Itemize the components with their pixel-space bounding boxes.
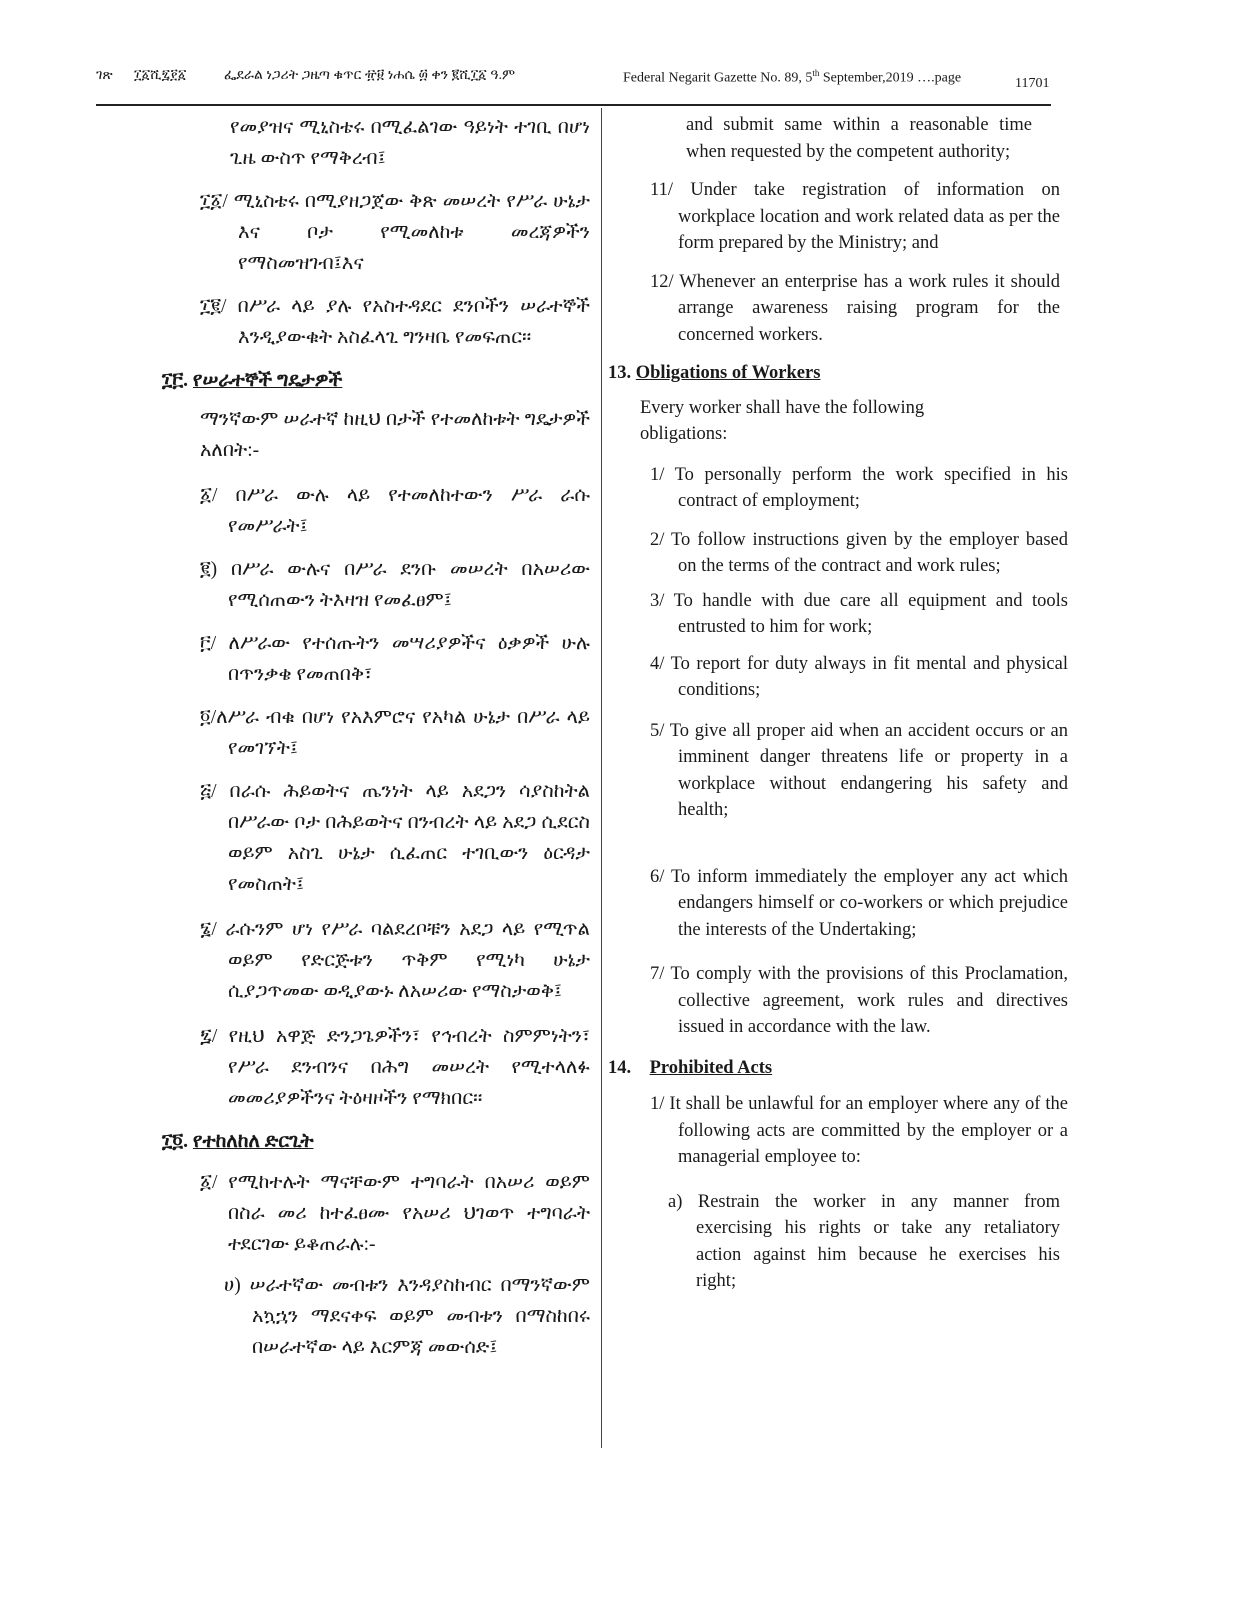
am-section-14-number: ፲፬. bbox=[162, 1131, 189, 1152]
am-prohibited-1a: ሀ) ሠራተኛው መብቱን እንዳያስከብር በማንኛውም አኳኋን ማደናቀፍ ወይም መብቱን በማስከበሩ በሠራተኛው ላይ እርምጃ መውሰድ፤ bbox=[224, 1275, 590, 1358]
en-obligation-6: 6/ To inform immediately the employer any act which endangers himself or co-workers or which prejudice the interests of the Undertaking; bbox=[650, 866, 1068, 940]
en-obligation-5: 5/ To give all proper aid when an accident occurs or an imminent danger threatens life or property in a workplace without endangering his safety and health; bbox=[650, 720, 1068, 820]
header-en-sup: th bbox=[812, 68, 820, 78]
am-section-13-number: ፲፫. bbox=[162, 370, 189, 391]
am-obligation-7: ፯/ የዚህ አዋጅ ድንጋጌዎችን፣ የኅብረት ስምምነትን፣ የሥራ ደንብንና በሕግ መሠረት የሚተላለፉ መመሪያዎችንና ትዕዛዞችን የማክበር፡፡ bbox=[200, 1026, 590, 1109]
header-en-page-number: 11701 bbox=[1015, 76, 1050, 91]
en-item-11: 11/ Under take registration of information on workplace location and work related data as per the form prepared by the Ministry; and bbox=[650, 180, 1060, 253]
en-continuation: and submit same within a reasonable time when requested by the competent authority; bbox=[686, 115, 1032, 162]
header-en-title: Federal Negarit Gazette No. 89, 5 bbox=[623, 70, 813, 86]
en-obligation-4: 4/ To report for duty always in fit mental and physical conditions; bbox=[650, 653, 1068, 700]
en-section-13-title: Obligations of Workers bbox=[635, 363, 821, 383]
en-prohibited-1: 1/ It shall be unlawful for an employer where any of the following acts are committed by the employer or a managerial employee to: bbox=[650, 1094, 1068, 1167]
am-obligation-6: ፮/ ራሱንም ሆነ የሥራ ባልደረቦቹን አደጋ ላይ የሚጥል ወይም የድርጅቱን ጥቅም የሚነካ ሁኔታ ሲያጋጥመው ወዲያውኑ ለአሠሪው የማስታወቅ፤ bbox=[200, 919, 590, 1002]
am-continuation: የመያዝና ሚኒስቴሩ በሚፈልገው ዓይነት ተገቢ በሆነ ጊዜ ውስጥ የማቅረብ፤ bbox=[230, 117, 590, 169]
en-obligation-2: 2/ To follow instructions given by the employer based on the terms of the contract and work rules; bbox=[650, 529, 1068, 576]
am-obligation-2: ፪) በሥራ ውሉና በሥራ ደንቡ መሠረት በአሠሪው የሚሰጠውን ትእዛዝ የመፈፀም፤ bbox=[200, 559, 590, 611]
am-section-13-title: የሠራተኞች ግዴታዎች bbox=[192, 370, 343, 391]
en-obligation-3: 3/ To handle with due care all equipment and tools entrusted to him for work; bbox=[650, 590, 1068, 637]
header-am-page-label: ገጽ bbox=[96, 68, 113, 83]
header-am-gazette-title: ፌደራል ነጋሪት ጋዜጣ ቁጥር ፹፱ ነሐሴ ፴ ቀን ፪ሺ፲፩ ዓ.ም bbox=[224, 68, 516, 83]
header-am-page-number: ፲፩ሺ፯፻፩ bbox=[134, 68, 187, 83]
am-obligation-4: ፬/ለሥራ ብቁ በሆነ የአእምሮና የአካል ሁኔታ በሥራ ላይ የመገኘት፤ bbox=[200, 707, 590, 759]
header-rule bbox=[96, 104, 1051, 106]
english-column bbox=[608, 112, 1068, 1295]
en-prohibited-1a: a) Restrain the worker in any manner from exercising his rights or take any retaliatory action against him because he exercises his right; bbox=[668, 1191, 1060, 1291]
am-obligation-1: ፩/ በሥራ ውሉ ላይ የተመለከተውን ሥራ ራሱ የመሥራት፤ bbox=[200, 485, 590, 537]
page-header bbox=[96, 68, 1056, 90]
am-obligation-5: ፭/ በራሱ ሕይወትና ጤንነት ላይ አደጋን ሳያስከትል በሥራው ቦታ በሕይወትና በንብረት ላይ አደጋ ሲደርስ ወይም አስጊ ሁኔታ ሲፈጠር ተገቢውን ዕርዳታ የመስጠት፤ bbox=[200, 781, 590, 895]
am-item-12: ፲፪/ በሥራ ላይ ያሉ የአስተዳደር ደንቦችን ሠራተኞች እንዲያውቁት አስፈላጊ ግንዛቤ የመፍጠር፡፡ bbox=[200, 296, 590, 348]
en-item-12: 12/ Whenever an enterprise has a work rules it should arrange awareness raising program for the concerned workers. bbox=[650, 271, 1060, 345]
amharic-column bbox=[162, 112, 590, 1363]
en-section-14-number: 14. bbox=[608, 1057, 632, 1078]
am-section-13-heading bbox=[162, 365, 590, 396]
en-obligation-1: 1/ To personally perform the work specified in his contract of employment; bbox=[650, 464, 1068, 511]
am-section-14-heading bbox=[162, 1126, 590, 1157]
en-section-14-heading bbox=[608, 1055, 1050, 1082]
header-en-date: September,2019 ….page bbox=[819, 70, 962, 86]
am-item-11: ፲፩/ ሚኒስቴሩ በሚያዘጋጀው ቅጽ መሠረት የሥራ ሁኔታ እና ቦታ የሚመለከቱ መረጃዎችን የማስመዝገብ፤እና bbox=[200, 191, 590, 274]
en-section-13-intro: Every worker shall have the following obligations: bbox=[640, 397, 925, 444]
en-section-13-heading bbox=[608, 360, 1050, 387]
en-section-13-number: 13. bbox=[608, 363, 632, 383]
am-obligation-3: ፫/ ለሥራው የተሰጡትን መሣሪያዎችና ዕቃዎች ሁሉ በጥንቃቄ የመጠበቅ፣ bbox=[200, 633, 590, 685]
en-obligation-7: 7/ To comply with the provisions of this Proclamation, collective agreement, work rules and directives issued in accordance with the law. bbox=[650, 964, 1068, 1037]
en-section-14-title: Prohibited Acts bbox=[649, 1057, 773, 1078]
column-divider bbox=[601, 108, 602, 1448]
header-en-gazette-title bbox=[623, 68, 961, 87]
am-section-13-intro: ማንኛውም ሠራተኛ ከዚህ በታች የተመለከቱት ግዴታዎች አለበት:- bbox=[200, 409, 590, 461]
am-prohibited-1: ፩/ የሚከተሉት ማናቸውም ተግባራት በአሠሪ ወይም በስራ መሪ ከተፈፀሙ የአሠሪ ህገወጥ ተግባራት ተደርገው ይቆጠራሉ:- bbox=[200, 1172, 590, 1255]
am-section-14-title: የተከለከለ ድርጊት bbox=[192, 1131, 314, 1152]
